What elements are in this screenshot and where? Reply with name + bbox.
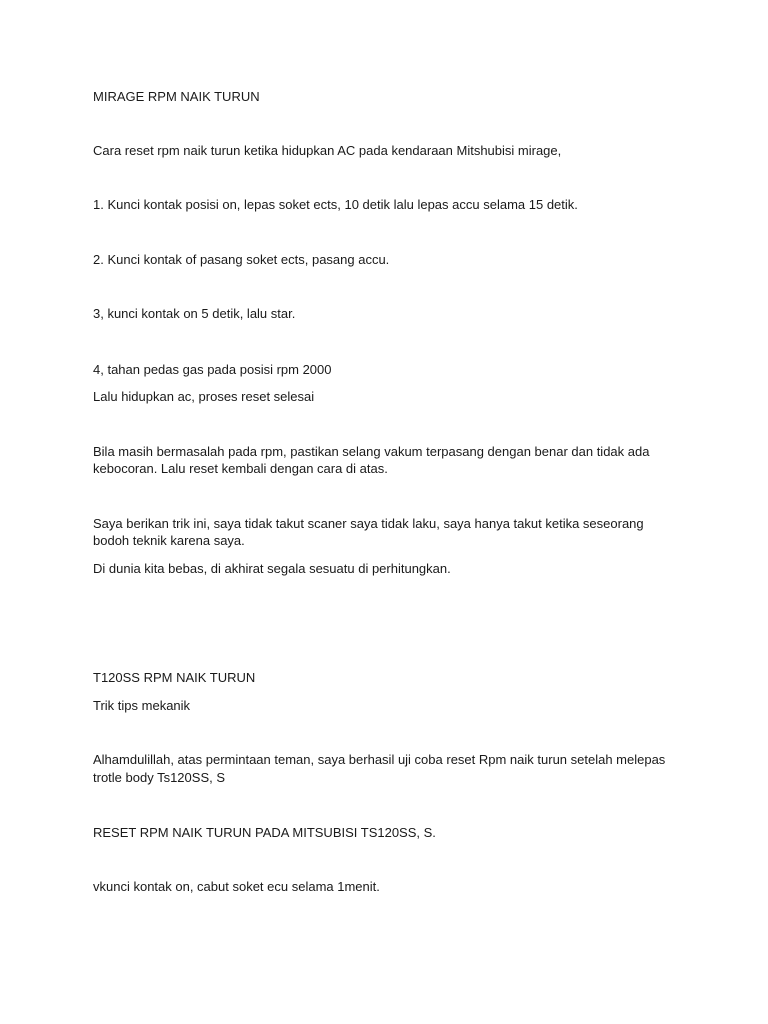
step-4: 4, tahan pedas gas pada posisi rpm 2000 (93, 362, 332, 377)
intro-paragraph-line: Alhamdulillah, atas permintaan teman, saya berhasil uji coba reset Rpm naik turun setelah melepas (93, 752, 666, 767)
section-title: MIRAGE RPM NAIK TURUN (93, 89, 260, 104)
step-1: vkunci kontak on, cabut soket ecu selama 1menit. (93, 879, 380, 894)
section-title: T120SS RPM NAIK TURUN (93, 670, 256, 685)
intro-paragraph-line: trotle body Ts120SS, S (93, 770, 226, 785)
trick-paragraph-line: Saya berikan trik ini, saya tidak takut scaner saya tidak laku, saya hanya takut ketika seseorang (93, 516, 644, 531)
step-2: 2. Kunci kontak of pasang soket ects, pasang accu. (93, 252, 390, 267)
step-3: 3, kunci kontak on 5 detik, lalu star. (93, 306, 296, 321)
reset-heading: RESET RPM NAIK TURUN PADA MITSUBISI TS120SS, S. (93, 825, 436, 840)
intro-paragraph: Cara reset rpm naik turun ketika hidupkan AC pada kendaraan Mitshubisi mirage, (93, 143, 562, 158)
step-1: 1. Kunci kontak posisi on, lepas soket ects, 10 detik lalu lepas accu selama 15 detik. (93, 197, 578, 212)
step-4-note: Lalu hidupkan ac, proses reset selesai (93, 389, 315, 404)
trick-paragraph-line: bodoh teknik karena saya. (93, 533, 245, 548)
problem-paragraph-line: Bila masih bermasalah pada rpm, pastikan selang vakum terpasang dengan benar dan tidak ada (93, 444, 650, 459)
problem-paragraph-line: kebocoran. Lalu reset kembali dengan cara di atas. (93, 461, 388, 476)
closing-paragraph: Di dunia kita bebas, di akhirat segala sesuatu di perhitungkan. (93, 561, 451, 576)
section-subtitle: Trik tips mekanik (93, 698, 191, 713)
